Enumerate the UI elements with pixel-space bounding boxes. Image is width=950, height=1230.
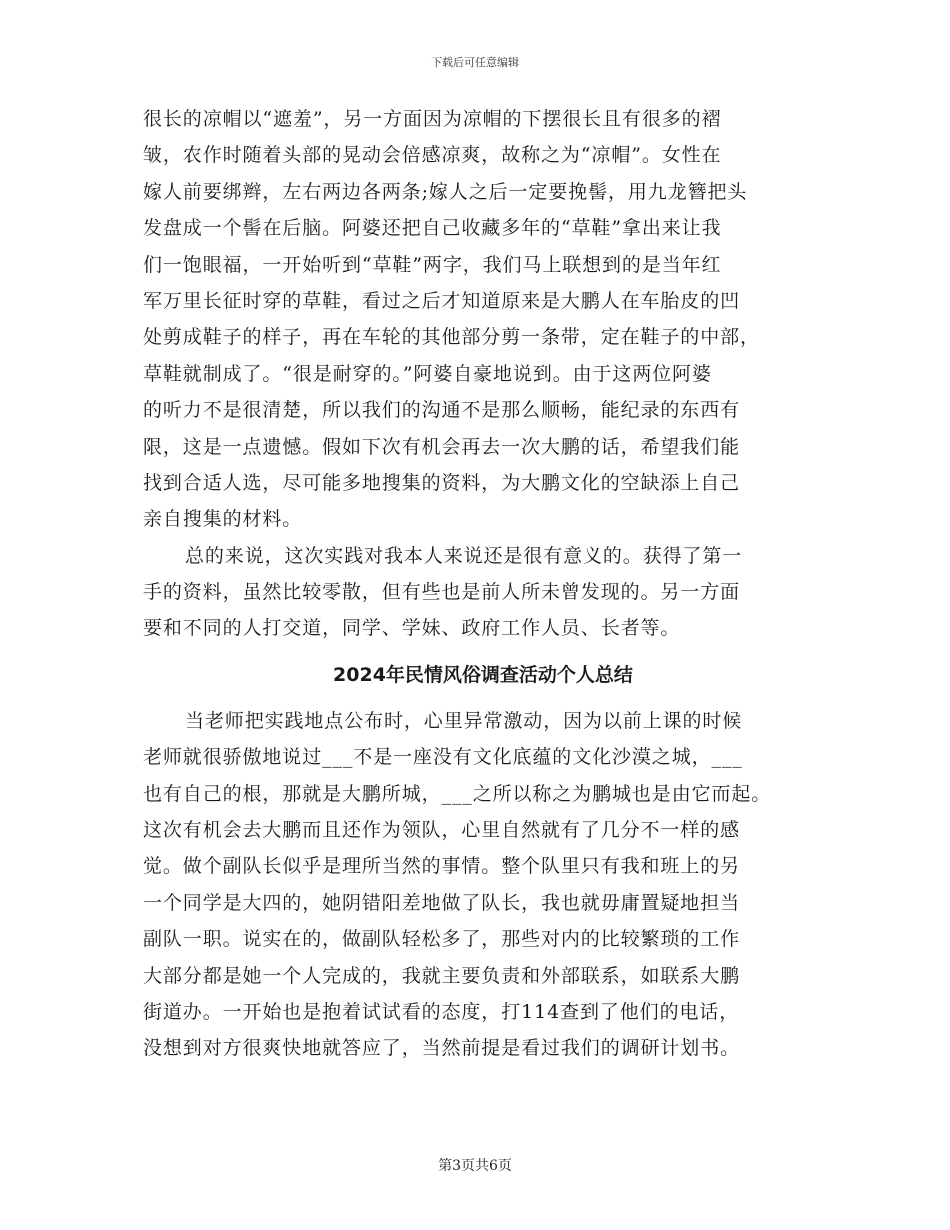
paragraph-2	[143, 538, 833, 647]
text-line: 的听力不是很清楚，所以我们的沟通不是那么顺畅，能纪录的东西有	[143, 399, 741, 422]
text-line: 觉。做个副队长似乎是理所当然的事情。整个队里只有我和班上的另	[143, 855, 741, 878]
text-line: 手的资料，虽然比较零散，但有些也是前人所未曾发现的。另一方面	[143, 581, 741, 604]
text-line: 也有自己的根，那就是大鹏所城，___之所以称之为鹏城也是由它而起。	[143, 782, 772, 805]
page-header: 下载后可任意编辑	[431, 56, 519, 69]
text-line: 们一饱眼福，一开始听到“草鞋”两字，我们马上联想到的是当年红	[143, 253, 722, 276]
text-line: 大部分都是她一个人完成的，我就主要负责和外部联系，如联系大鹏	[143, 964, 741, 987]
text-line: 副队一职。说实在的，做副队轻松多了，那些对内的比较繁琐的工作	[143, 928, 741, 951]
text-line: 皱，农作时随着头部的晃动会倍感凉爽，故称之为“凉帽”。女性在	[143, 144, 722, 167]
text-line: 老师就很骄傲地说过___不是一座没有文化底蕴的文化沙漠之城，___	[143, 746, 743, 769]
text-line: 找到合适人选，尽可能多地搜集的资料，为大鹏文化的空缺添上自己	[143, 471, 741, 494]
text-line: 军万里长征时穿的草鞋，看过之后才知道原来是大鹏人在车胎皮的凹	[143, 289, 741, 312]
text-line: 草鞋就制成了。“很是耐穿的。”阿婆自豪地说到。由于这两位阿婆	[143, 362, 712, 385]
text-line: 当老师把实践地点公布时，心里异常激动，因为以前上课的时候	[185, 709, 743, 732]
text-line: 没想到对方很爽快地就答应了，当然前提是看过我们的调研计划书。	[143, 1037, 741, 1060]
text-line: 限，这是一点遗憾。假如下次有机会再去一次大鹏的话，希望我们能	[143, 435, 741, 458]
text-line: 这次有机会去大鹏而且还作为领队，心里自然就有了几分不一样的感	[143, 819, 741, 842]
page-number: 第3页共6页	[438, 1158, 512, 1174]
text-line: 总的来说，这次实践对我本人来说还是很有意义的。获得了第一	[185, 544, 743, 567]
text-line: 很长的凉帽以“遮羞”，另一方面因为凉帽的下摆很长且有很多的褶	[143, 108, 722, 130]
text-line: 处剪成鞋子的样子，再在车轮的其他部分剪一条带，定在鞋子的中部，	[143, 326, 760, 349]
text-line: 亲自搜集的材料。	[143, 508, 303, 531]
text-line: 发盘成一个髻在后脑。阿婆还把自己收藏多年的“草鞋”拿出来让我	[143, 217, 722, 240]
document-body	[143, 101, 833, 1067]
section-title: 2024年民情风俗调查活动个人总结	[333, 663, 633, 686]
text-line: 街道办。一开始也是抱着试试看的态度，打114查到了他们的电话，	[143, 1000, 740, 1023]
paragraph-3	[143, 703, 833, 1067]
text-line: 要和不同的人打交道，同学、学妹、政府工作人员、长者等。	[143, 617, 681, 640]
text-line: 一个同学是大四的，她阴错阳差地做了队长，我也就毋庸置疑地担当	[143, 891, 741, 914]
text-line: 嫁人前要绑辫，左右两边各两条;嫁人之后一定要挽髻，用九龙簪把头	[143, 180, 748, 203]
paragraph-1	[143, 101, 833, 538]
